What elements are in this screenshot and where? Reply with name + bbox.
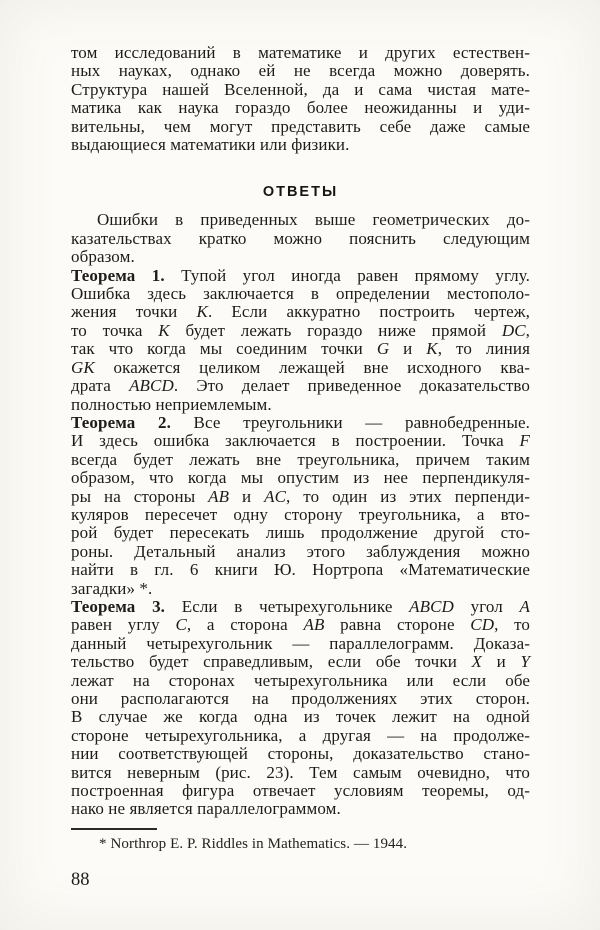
text-line: том исследований в математике и других естествен-	[71, 43, 530, 62]
text-line: то точка K будет лежать гораздо ниже прямой DC,	[71, 320, 530, 340]
text-line: куляров пересечет одну сторону треугольника, а вто-	[71, 504, 530, 524]
text-line: образом.	[71, 247, 135, 267]
intro-paragraph	[71, 44, 530, 154]
text-line: так что когда мы соединим точки G и K, то линия	[71, 339, 530, 359]
text-line: казательствах кратко можно пояснить следующим	[71, 228, 530, 248]
text-line: В случае же когда одна из точек лежит на одной	[71, 707, 530, 727]
text-line: ры на стороны AB и AC, то один из этих перпенди-	[71, 486, 530, 506]
text-line: ных науках, однако ей не всегда можно доверять.	[71, 61, 530, 81]
text-line: найти в гл. 6 книги Ю. Нортропа «Математические	[71, 560, 530, 580]
text-line: вительны, чем могут представить себе даже самые	[71, 116, 530, 136]
text-line: тельство будет справедливым, если обе точки X и Y	[71, 652, 530, 672]
text-line: И здесь ошибка заключается в построении. Точка F	[71, 431, 530, 451]
footnote-divider	[71, 828, 157, 830]
page-number: 88	[71, 869, 90, 890]
text-line: полностью неприемлемым.	[71, 394, 272, 414]
text-line: лежат на сторонах четырехугольника или если обе	[71, 670, 530, 690]
text-line: стороне четырехугольника, а другая — на продолже-	[71, 725, 530, 745]
text-line: Ошибка здесь заключается в определении местополо-	[71, 284, 530, 304]
text-line: Теорема 2. Все треугольники — равнобедренные.	[71, 412, 530, 432]
text-line: драта ABCD. Это делает приведенное доказательство	[71, 376, 530, 396]
section-heading: ОТВЕТЫ	[262, 184, 339, 201]
footnote-text: * Northrop E. P. Riddles in Mathematics. — 1944.	[99, 835, 408, 852]
text-line: Теорема 1. Тупой угол иногда равен прямому углу.	[71, 265, 530, 285]
text-line: нии соответствующей стороны, доказательство стано-	[71, 744, 530, 764]
text-column	[71, 44, 530, 890]
text-line: матика как наука гораздо более неожиданны и уди-	[71, 98, 530, 118]
text-line: Структура нашей Вселенной, да и сама чистая мате-	[71, 79, 530, 99]
text-line: нако не является параллелограммом.	[71, 799, 341, 819]
text-line: образом, что когда мы опустим из нее перпендикуля-	[71, 468, 530, 488]
text-line: Ошибки в приведенных выше геометрических до-	[97, 210, 530, 230]
text-line: вится неверным (рис. 23). Тем самым очевидно, что	[71, 762, 530, 782]
text-line: загадки» *.	[71, 578, 153, 598]
text-line: рой будет пересекать лишь продолжение другой сто-	[71, 523, 530, 543]
text-line: построенная фигура отвечает условиям теоремы, од-	[71, 781, 530, 801]
text-line: всегда будет лежать вне треугольника, причем таким	[71, 449, 530, 469]
text-line: равен углу C, а сторона AB равна стороне CD, то	[71, 615, 531, 635]
text-line: роны. Детальный анализ этого заблуждения можно	[71, 541, 530, 561]
text-line: данный четырехугольник — параллелограмм. Доказа-	[71, 633, 530, 653]
text-line: Теорема 3. Если в четырехугольнике ABCD угол A	[71, 596, 530, 616]
text-line: выдающиеся математики или физики.	[71, 135, 350, 155]
text-line: GK окажется целиком лежащей вне исходного ква-	[71, 357, 530, 377]
answers-body	[71, 211, 530, 818]
text-line: они располагаются на продолжениях этих сторон.	[71, 689, 530, 708]
text-line: жения точки K. Если аккуратно построить чертеж,	[71, 302, 530, 322]
